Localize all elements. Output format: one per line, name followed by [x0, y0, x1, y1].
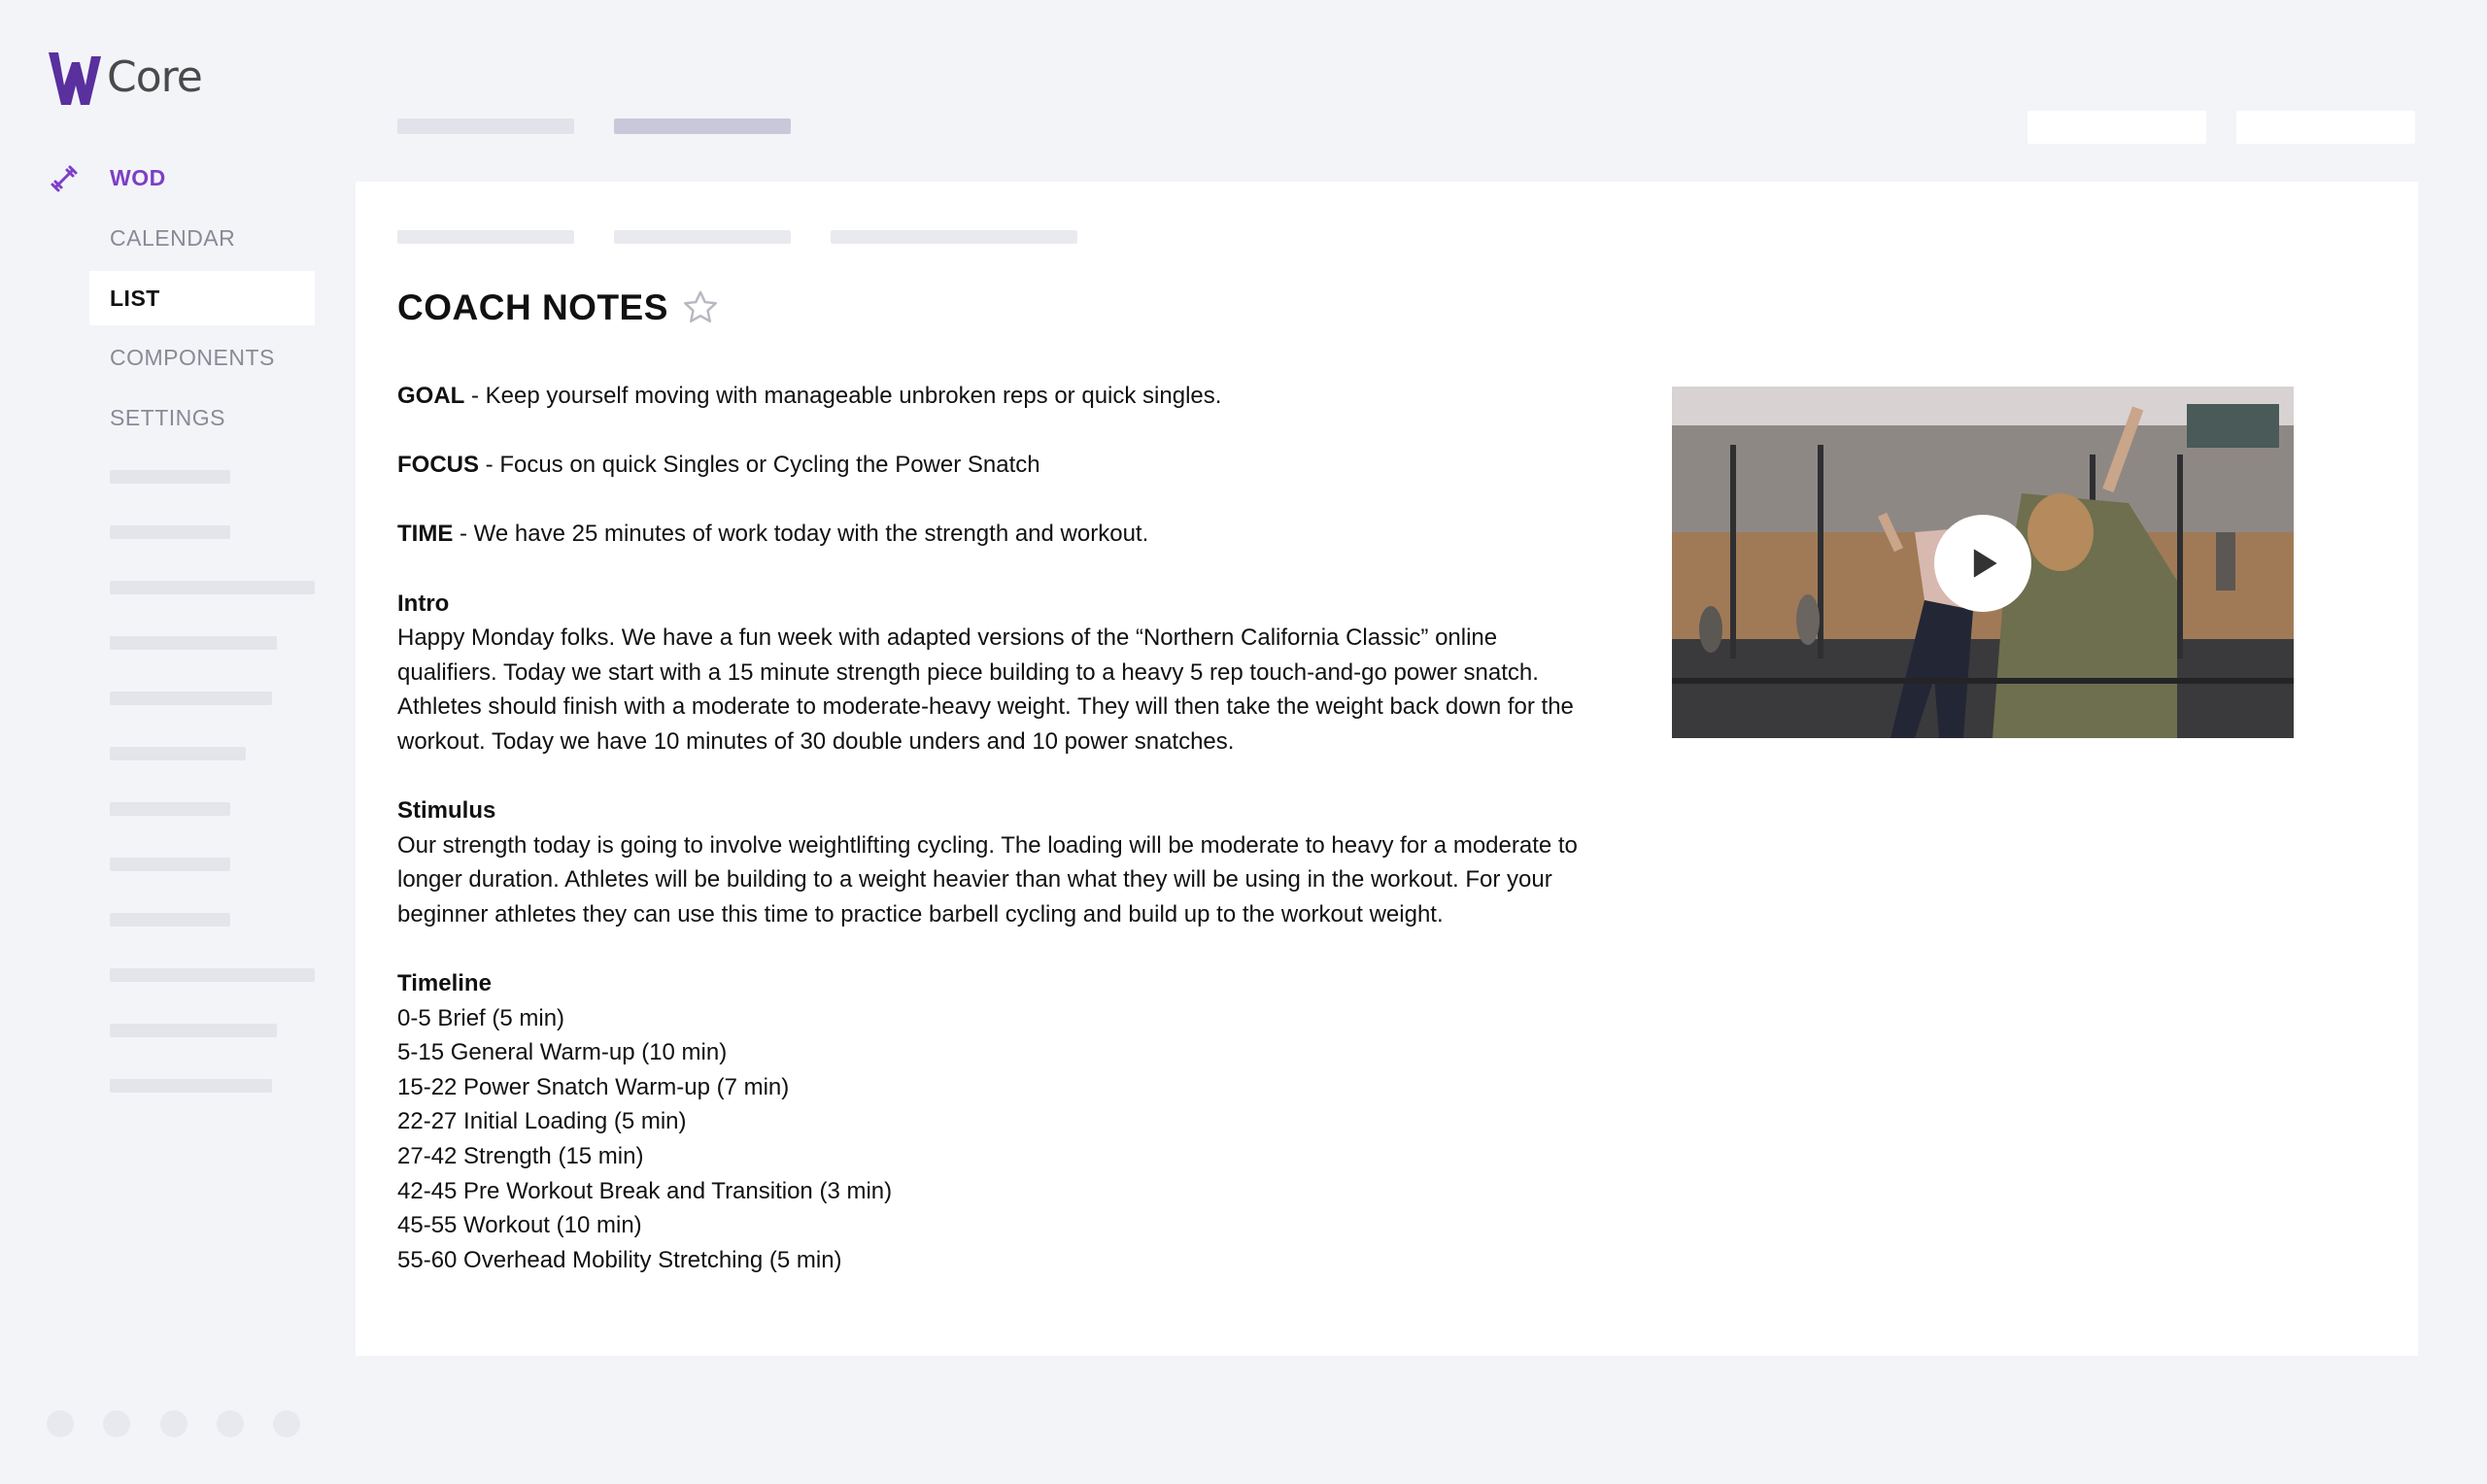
focus-label: FOCUS — [397, 452, 479, 479]
breadcrumb-placeholder — [614, 230, 791, 244]
sidebar-placeholder — [110, 691, 272, 705]
header-button-placeholder[interactable] — [2236, 111, 2415, 144]
pagination-dot[interactable] — [217, 1410, 244, 1437]
intro-body: Happy Monday folks. We have a fun week with adapted versions of the “Northern California Classic” online qualifiers. Today we start with a 15 minute strength piece building to a heavy 5 rep touch-and-go power snatch. Athletes should finish with a moderate to moderate-heavy weight. They will then take the weight back down for the workout. Today we have 10 minutes of 30 double unders and 10 power snatches. — [397, 624, 1574, 755]
sidebar-placeholder — [110, 525, 230, 539]
timeline-item: 5-15 General Warm-up (10 min) — [397, 1039, 728, 1066]
timeline-item: 22-27 Initial Loading (5 min) — [397, 1108, 687, 1135]
timeline-item: 45-55 Workout (10 min) — [397, 1212, 642, 1239]
sidebar-item-label: SETTINGS — [110, 404, 226, 430]
header-button-placeholder[interactable] — [2027, 111, 2206, 144]
sidebar-item-label: CALENDAR — [110, 224, 236, 251]
stimulus-heading: Stimulus — [397, 797, 496, 825]
time-line — [397, 517, 1587, 552]
intro-heading: Intro — [397, 590, 450, 617]
sidebar-item-label: LIST — [110, 285, 160, 311]
header-tab-placeholder-active[interactable] — [614, 118, 791, 134]
stimulus-body: Our strength today is going to involve weightlifting cycling. The loading will be moderate to heavy for a moderate to longer duration. Athletes will be building to a weight heavier than what they will be using in the workout. For your beginner athletes they can use this time to practice barbell cycling and build up to the workout weight. — [397, 831, 1578, 928]
star-outline-icon[interactable] — [680, 287, 721, 328]
timeline-heading: Timeline — [397, 970, 492, 997]
pagination-dot[interactable] — [160, 1410, 187, 1437]
sidebar-placeholder — [110, 968, 315, 982]
sidebar-placeholder — [110, 802, 230, 816]
focus-text: - Focus on quick Singles or Cycling the Power Snatch — [479, 452, 1040, 479]
sidebar-item-components[interactable] — [89, 330, 315, 385]
pagination-dot[interactable] — [273, 1410, 300, 1437]
focus-line — [397, 448, 1587, 483]
timeline-item: 42-45 Pre Workout Break and Transition (3 min) — [397, 1177, 893, 1204]
timeline-item: 27-42 Strength (15 min) — [397, 1143, 644, 1170]
breadcrumb-placeholder — [831, 230, 1077, 244]
play-button[interactable] — [1934, 515, 2031, 612]
video-thumbnail[interactable] — [1672, 387, 2294, 738]
page-title: COACH NOTES — [397, 287, 668, 327]
sidebar-item-wod[interactable] — [89, 151, 315, 205]
sidebar-placeholder — [110, 747, 246, 760]
play-icon — [1961, 542, 2004, 585]
sidebar-placeholder — [110, 470, 230, 484]
breadcrumb-placeholder — [397, 230, 574, 244]
timeline-item: 0-5 Brief (5 min) — [397, 1004, 565, 1031]
sidebar-item-settings[interactable] — [89, 390, 315, 445]
sidebar-placeholder — [110, 1079, 272, 1093]
sidebar-placeholder — [110, 858, 230, 871]
coach-notes-content — [397, 379, 1587, 1277]
goal-text: - Keep yourself moving with manageable unbroken reps or quick singles. — [464, 383, 1222, 409]
dumbbell-icon — [49, 163, 80, 194]
time-text: - We have 25 minutes of work today with the strength and workout. — [453, 521, 1149, 548]
goal-label: GOAL — [397, 383, 465, 409]
sidebar-placeholder — [110, 581, 315, 594]
w-logo-icon — [47, 51, 103, 107]
goal-line — [397, 379, 1587, 414]
sidebar-item-list[interactable] — [89, 271, 315, 325]
header-tab-placeholder[interactable] — [397, 118, 574, 134]
title-row — [397, 287, 721, 328]
timeline-item: 15-22 Power Snatch Warm-up (7 min) — [397, 1073, 790, 1100]
sidebar-item-calendar[interactable] — [89, 211, 315, 265]
timeline-item: 55-60 Overhead Mobility Stretching (5 min) — [397, 1246, 842, 1273]
sidebar-item-label: WOD — [110, 164, 166, 190]
pagination-dot[interactable] — [47, 1410, 74, 1437]
time-label: TIME — [397, 521, 454, 548]
pagination-dot[interactable] — [103, 1410, 130, 1437]
brand-name: Core — [107, 52, 202, 102]
sidebar-item-label: COMPONENTS — [110, 344, 275, 370]
logo[interactable] — [47, 49, 202, 107]
sidebar-placeholder — [110, 636, 277, 650]
sidebar-placeholder — [110, 913, 230, 927]
sidebar-placeholder — [110, 1024, 277, 1037]
